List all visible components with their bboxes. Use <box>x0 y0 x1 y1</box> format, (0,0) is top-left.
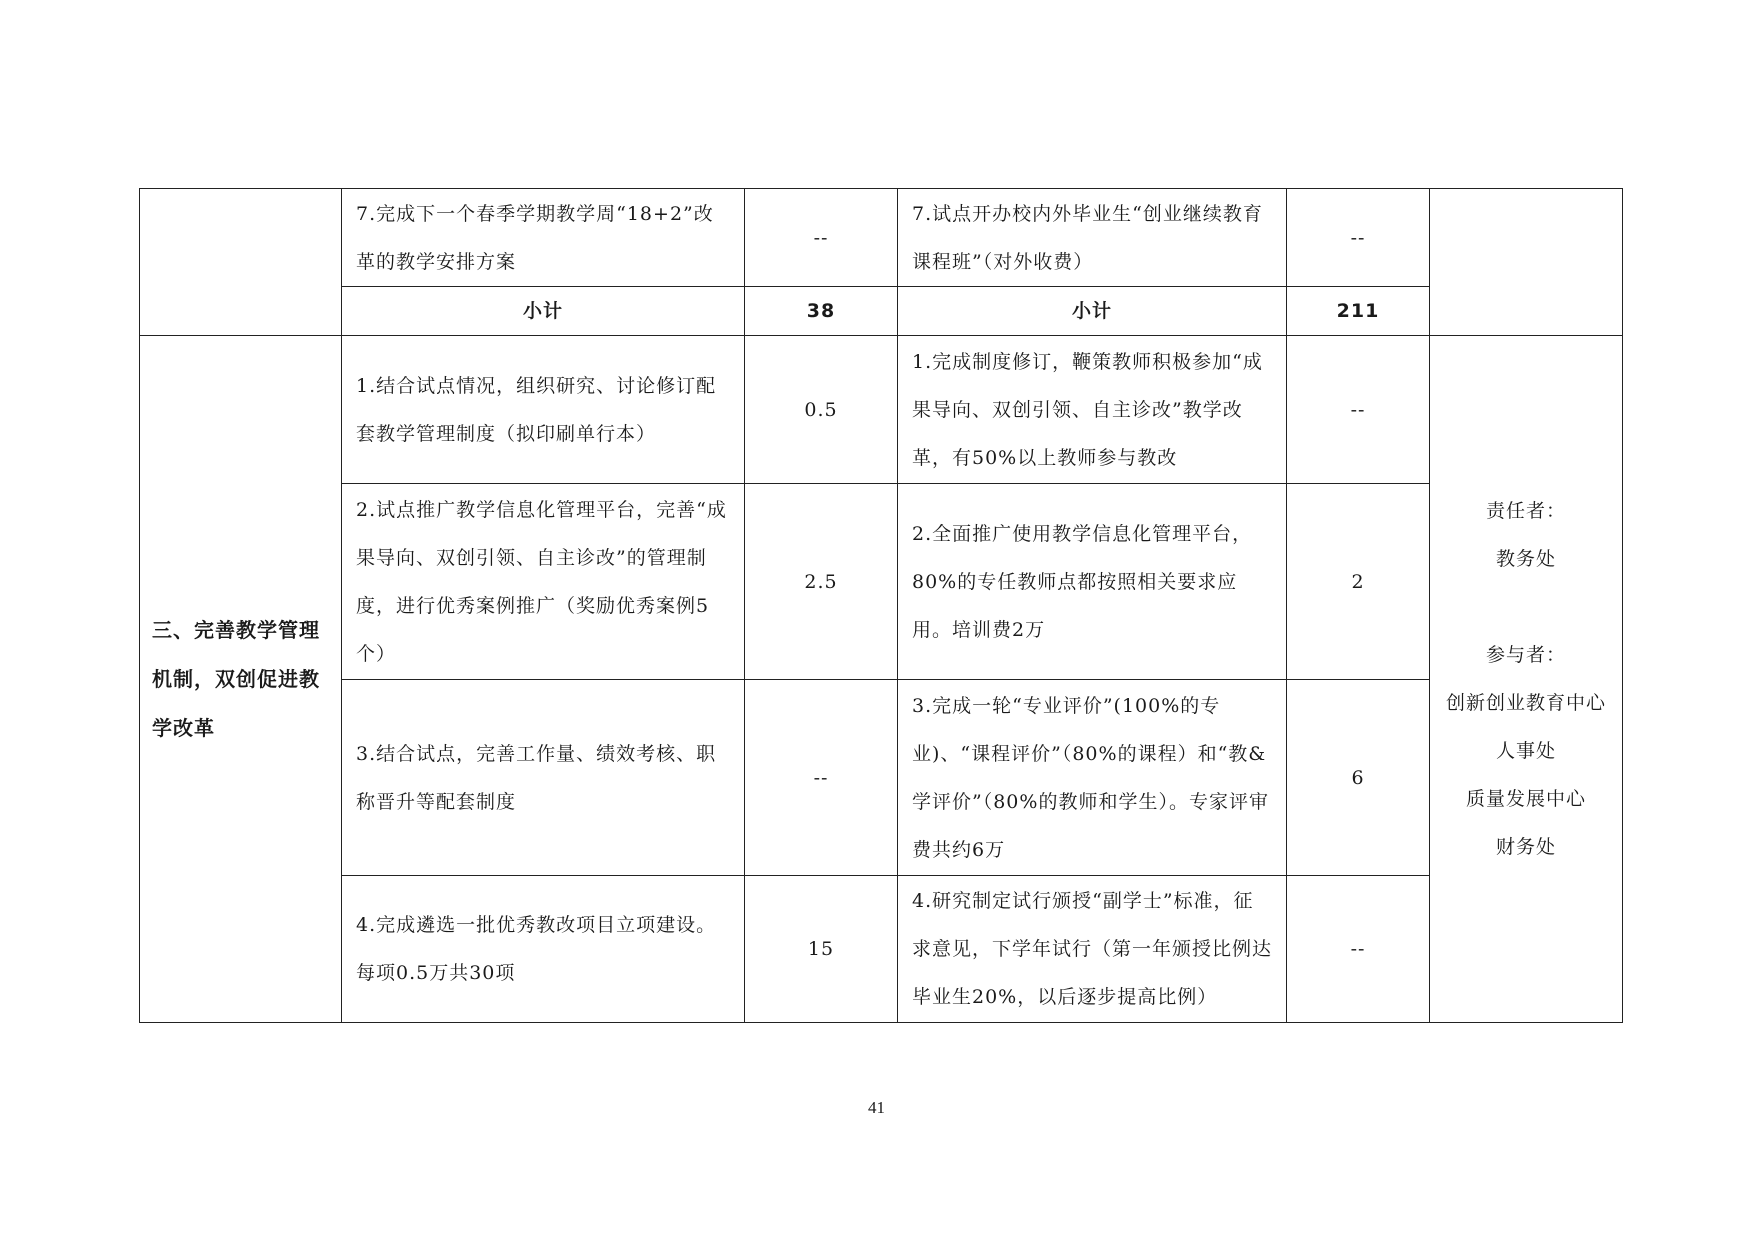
table-row <box>140 680 1623 876</box>
spacer <box>1436 583 1616 631</box>
responsible-cell-empty <box>1430 189 1623 336</box>
target-budget-cell: 6 <box>1287 680 1430 876</box>
plan-cell: 4.完成遴选一批优秀教改项目立项建设。每项0.5万共30项 <box>342 876 745 1023</box>
plan-cell: 7.完成下一个春季学期教学周“18+2”改革的教学安排方案 <box>342 189 745 287</box>
owner-name: 教务处 <box>1495 548 1556 570</box>
plan-cell: 2.试点推广教学信息化管理平台，完善“成果导向、双创引领、自主诊改”的管理制度，进行优秀案例推广（奖励优秀案例5个） <box>342 484 745 680</box>
target-cell: 1.完成制度修订，鞭策教师积极参加“成果导向、双创引领、自主诊改”教学改革，有50%以上教师参与教改 <box>898 336 1287 484</box>
plan-budget-cell: -- <box>745 680 898 876</box>
table-row <box>140 876 1623 1023</box>
subtotal-label: 小计 <box>342 287 745 336</box>
table-row <box>140 336 1623 484</box>
target-cell: 7.试点开办校内外毕业生“创业继续教育课程班”（对外收费） <box>898 189 1287 287</box>
plan-budget-cell: -- <box>745 189 898 287</box>
plan-budget-cell: 0.5 <box>745 336 898 484</box>
target-budget-cell: 2 <box>1287 484 1430 680</box>
subtotal-value: 38 <box>745 287 898 336</box>
budget-plan-table <box>139 188 1623 1023</box>
section-cell-empty <box>140 189 342 336</box>
subtotal-value: 211 <box>1287 287 1430 336</box>
target-cell: 4.研究制定试行颁授“副学士”标准，征求意见，下学年试行（第一年颁授比例达毕业生20%，以后逐步提高比例） <box>898 876 1287 1023</box>
plan-cell: 3.结合试点，完善工作量、绩效考核、职称晋升等配套制度 <box>342 680 745 876</box>
participant-name: 财务处 <box>1495 836 1556 858</box>
target-cell: 2.全面推广使用教学信息化管理平台，80%的专任教师点都按照相关要求应用。培训费2万 <box>898 484 1287 680</box>
subtotal-label: 小计 <box>898 287 1287 336</box>
participant-name: 质量发展中心 <box>1465 788 1586 810</box>
target-cell: 3.完成一轮“专业评价”(100%的专业)、“课程评价”（80%的课程）和“教&学评价”（80%的教师和学生）。专家评审费共约6万 <box>898 680 1287 876</box>
table-row <box>140 484 1623 680</box>
target-budget-cell: -- <box>1287 189 1430 287</box>
table-row <box>140 189 1623 287</box>
responsible-cell <box>1430 336 1623 1023</box>
target-budget-cell: -- <box>1287 876 1430 1023</box>
subtotal-row <box>140 287 1623 336</box>
plan-budget-cell: 2.5 <box>745 484 898 680</box>
plan-cell: 1.结合试点情况，组织研究、讨论修订配套教学管理制度（拟印刷单行本） <box>342 336 745 484</box>
target-budget-cell: -- <box>1287 336 1430 484</box>
page-number: 41 <box>868 1098 885 1117</box>
participants-label: 参与者： <box>1485 644 1566 666</box>
participant-name: 创新创业教育中心 <box>1445 692 1606 714</box>
participant-name: 人事处 <box>1495 740 1556 762</box>
plan-budget-cell: 15 <box>745 876 898 1023</box>
section-title: 三、完善教学管理机制，双创促进教学改革 <box>140 336 342 1023</box>
owner-label: 责任者： <box>1485 500 1566 522</box>
